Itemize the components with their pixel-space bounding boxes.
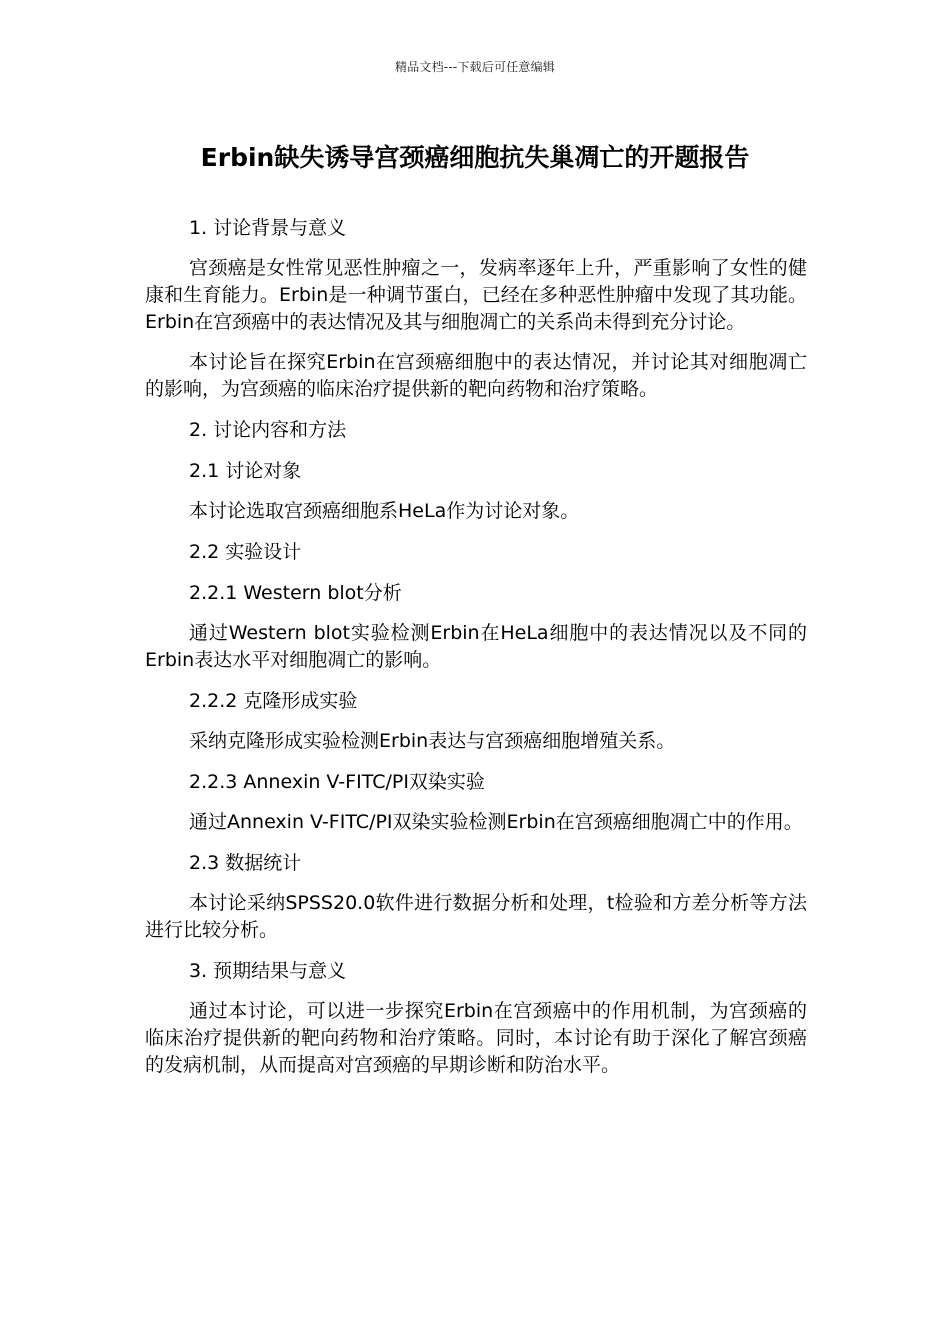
paragraph-annexin: 通过Annexin V-FITC/PI双染实验检测Erbin在宫颈癌细胞凋亡中的作用。 — [189, 811, 803, 833]
subsection-heading-2-2: 2.2 实验设计 — [189, 541, 302, 563]
paragraph-statistics: 本讨论采纳SPSS20.0软件进行数据分析和处理，t检验和方差分析等方法进行比较分析。 — [145, 892, 807, 941]
page-header: 精品文档---下载后可任意编辑 — [395, 60, 555, 74]
paragraph-research-object: 本讨论选取宫颈癌细胞系HeLa作为讨论对象。 — [189, 500, 580, 522]
paragraph-purpose: 本讨论旨在探究Erbin在宫颈癌细胞中的表达情况，并讨论其对细胞凋亡的影响，为宫颈癌的临床治疗提供新的靶向药物和治疗策略。 — [145, 351, 807, 400]
paragraph-background: 宫颈癌是女性常见恶性肿瘤之一，发病率逐年上升，严重影响了女性的健康和生育能力。Erbin是一种调节蛋白，已经在多种恶性肿瘤中发现了其功能。Erbin在宫颈癌中的表达情况及其与细胞凋亡的关系尚未得到充分讨论。 — [145, 257, 807, 333]
subsection-heading-2-2-3: 2.2.3 Annexin V-FITC/PI双染实验 — [189, 771, 485, 793]
subsection-heading-2-3: 2.3 数据统计 — [189, 852, 302, 874]
subsection-heading-2-2-1: 2.2.1 Western blot分析 — [189, 582, 402, 604]
section-heading-2: 2. 讨论内容和方法 — [189, 419, 347, 441]
section-heading-3: 3. 预期结果与意义 — [189, 960, 347, 982]
document-body — [145, 214, 807, 1079]
document-title: Erbin缺失诱导宫颈癌细胞抗失巢凋亡的开题报告 — [200, 143, 750, 172]
subsection-heading-2-1: 2.1 讨论对象 — [189, 460, 302, 482]
paragraph-clone-formation: 采纳克隆形成实验检测Erbin表达与宫颈癌细胞增殖关系。 — [189, 730, 676, 752]
section-heading-1: 1. 讨论背景与意义 — [189, 217, 347, 239]
paragraph-expected-results: 通过本讨论，可以进一步探究Erbin在宫颈癌中的作用机制，为宫颈癌的临床治疗提供新的靶向药物和治疗策略。同时，本讨论有助于深化了解宫颈癌的发病机制，从而提高对宫颈癌的早期诊断和防治水平。 — [145, 1000, 807, 1076]
paragraph-western-blot: 通过Western blot实验检测Erbin在HeLa细胞中的表达情况以及不同的Erbin表达水平对细胞凋亡的影响。 — [145, 622, 807, 671]
subsection-heading-2-2-2: 2.2.2 克隆形成实验 — [189, 690, 358, 712]
